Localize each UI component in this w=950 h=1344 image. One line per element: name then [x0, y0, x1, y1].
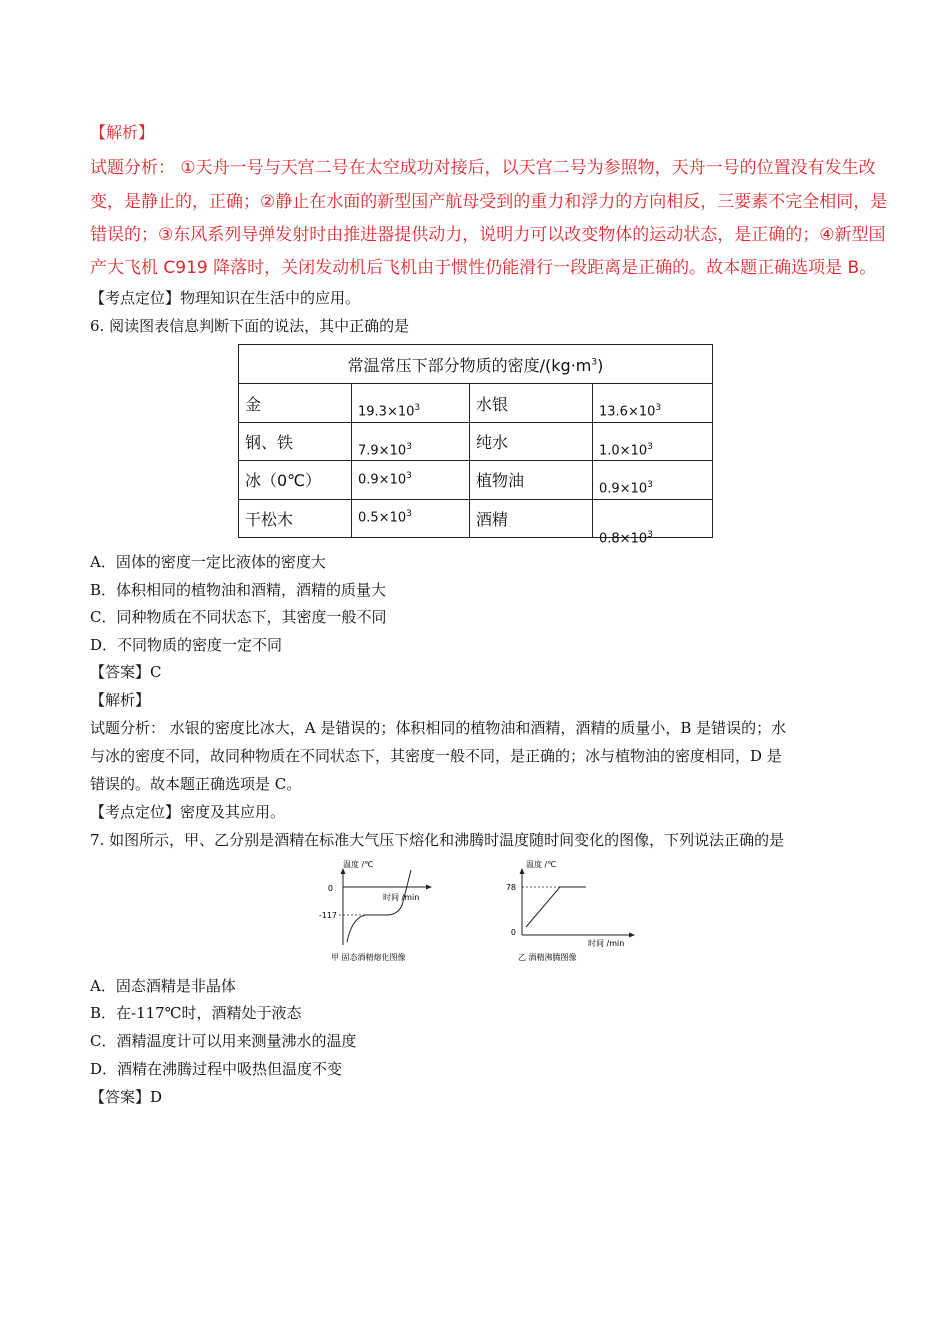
melting-graph — [305, 856, 460, 968]
q6-analysis-line-3: 错误的。故本题正确选项是 C。 — [90, 775, 302, 793]
boiling-graph-x-label: 时间 /min — [588, 939, 625, 948]
question-7-stem: 7. 如图所示，甲、乙分别是酒精在标准大气压下熔化和沸腾时温度随时间变化的图像，下列说法正确的是 — [90, 831, 785, 849]
q7-answer: 【答案】D — [90, 1088, 163, 1106]
boiling-graph-tick-78: 78 — [505, 883, 516, 892]
table-row: 干松木 $0.5\times 10^3$ 酒精 $0.8\times 10^3$ — [239, 499, 713, 537]
melting-graph-y-label: 温度 /℃ — [343, 860, 374, 869]
boiling-graph-tick-0: 0 — [510, 928, 516, 937]
question-6-stem: 6. 阅读图表信息判断下面的说法，其中正确的是 — [90, 317, 410, 335]
q6-analysis-line-1: 试题分析： 水银的密度比冰大，A 是错误的；体积相同的植物油和酒精，酒精的质量小，B 是错误的；水 — [90, 719, 787, 737]
q7-option-b: B．在-117℃时，酒精处于液态 — [90, 1004, 302, 1022]
kaodian-1: 【考点定位】物理知识在生活中的应用。 — [90, 289, 361, 307]
table-row: 冰（0℃） $0.9\times 10^3$ 植物油 $0.9\times 10^3$ — [239, 461, 713, 499]
melting-graph-tick-0: 0 — [327, 884, 333, 893]
boiling-graph — [500, 856, 650, 968]
analysis-heading: 【解析】 — [90, 123, 155, 142]
analysis-line-2: 变，是静止的，正确；②静止在水面的新型国产航母受到的重力和浮力的方向相反，三要素不完全相同，是 — [90, 192, 888, 212]
boiling-graph-y-label: 温度 /℃ — [526, 860, 557, 869]
analysis-line-1: 试题分析： ①天舟一号与天宫二号在太空成功对接后，以天宫二号为参照物，天舟一号的位置没有发生改 — [90, 158, 876, 178]
q6-option-b: B．体积相同的植物油和酒精，酒精的质量大 — [90, 581, 387, 599]
melting-graph-tick-117: -117 — [318, 911, 337, 920]
density-table-caption: 常温常压下部分物质的密度$/(kg\cdot m^3)$ — [239, 345, 713, 384]
q7-option-a: A．固态酒精是非晶体 — [90, 977, 236, 995]
q6-option-c: C．同种物质在不同状态下，其密度一般不同 — [90, 608, 387, 626]
q6-answer: 【答案】C — [90, 663, 162, 681]
density-table — [238, 344, 713, 547]
q6-kaodian: 【考点定位】密度及其应用。 — [90, 803, 286, 821]
boiling-graph-caption: 乙 酒精沸腾图像 — [518, 953, 577, 962]
q6-analysis-heading: 【解析】 — [90, 691, 151, 709]
analysis-line-4: 产大飞机 C919 降落时，关闭发动机后飞机由于惯性仍能滑行一段距离是正确的。故本题正确选项是 B。 — [90, 258, 877, 278]
melting-graph-caption: 甲 固态酒精熔化图像 — [331, 953, 406, 962]
q6-analysis-line-2: 与冰的密度不同，故同种物质在不同状态下，其密度一般不同，是正确的；冰与植物油的密度相同，D 是 — [90, 747, 782, 765]
q7-option-c: C．酒精温度计可以用来测量沸水的温度 — [90, 1032, 357, 1050]
melting-graph-x-label: 时间 /min — [383, 893, 420, 902]
q6-option-a: A．固体的密度一定比液体的密度大 — [90, 553, 326, 571]
q7-option-d: D．酒精在沸腾过程中吸热但温度不变 — [90, 1060, 343, 1078]
analysis-line-3: 错误的；③东风系列导弹发射时由推进器提供动力，说明力可以改变物体的运动状态，是正确的；④新型国 — [90, 225, 886, 245]
table-row: 金 $19.3\times 10^3$ 水银 $13.6\times 10^3$ — [239, 384, 713, 422]
table-row: 钢、铁 $7.9\times 10^3$ 纯水 $1.0\times 10^3$ — [239, 422, 713, 460]
q6-option-d: D．不同物质的密度一定不同 — [90, 636, 283, 654]
